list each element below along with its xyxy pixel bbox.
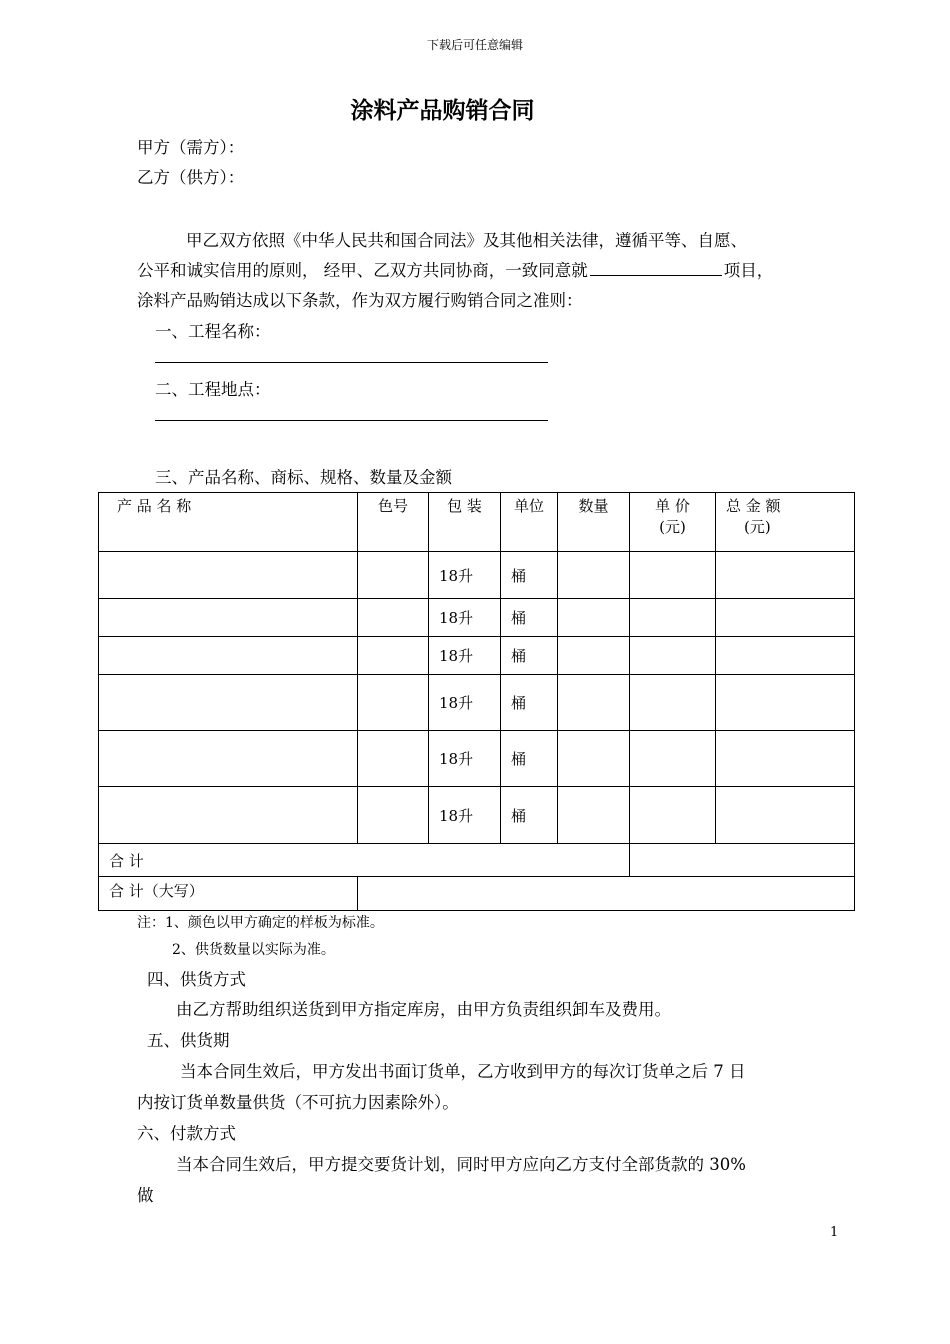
table-row — [99, 731, 855, 787]
project-location-line — [155, 420, 548, 421]
row-package: 18升 — [429, 675, 501, 731]
section-6-title: 六、付款方式 — [137, 1124, 236, 1143]
row-unit: 桶 — [501, 599, 558, 637]
table-row — [99, 787, 855, 844]
section-2-label: 二、工程地点： — [155, 380, 271, 399]
header-unit: 单位 — [501, 493, 558, 552]
table-row — [99, 675, 855, 731]
row-package: 18升 — [429, 731, 501, 787]
header-unit-price-line1: 单 价 — [655, 497, 690, 515]
table-row — [99, 552, 855, 599]
note-1: 注：1、颜色以甲方确定的样板为标准。 — [137, 915, 384, 931]
project-name-line — [155, 362, 548, 363]
row-unit: 桶 — [501, 787, 558, 844]
page-number: 1 — [830, 1225, 839, 1240]
section-5-body-2: 内按订货单数量供货（不可抗力因素除外）。 — [137, 1093, 459, 1112]
section-4-title: 四、供货方式 — [147, 970, 246, 989]
row-unit: 桶 — [501, 731, 558, 787]
sum-caps-value — [358, 877, 855, 911]
section-5-title: 五、供货期 — [147, 1031, 230, 1050]
intro-line-1: 甲乙双方依照《中华人民共和国合同法》及其他相关法律，遵循平等、自愿、 — [186, 231, 747, 250]
row-unit: 桶 — [501, 637, 558, 675]
header-unit-price-line2: (元) — [659, 518, 686, 536]
section-1-label: 一、工程名称： — [155, 322, 271, 341]
sum-row — [99, 844, 855, 877]
header-quantity: 数量 — [558, 493, 630, 552]
row-package: 18升 — [429, 787, 501, 844]
sum-label: 合 计 — [99, 844, 630, 877]
header-total-line1: 总 金 额 — [726, 497, 781, 515]
intro-line-2a: 公平和诚实信用的原则， 经甲、乙双方共同协商，一致同意就 — [137, 261, 588, 280]
intro-line-2 — [137, 257, 773, 281]
row-package: 18升 — [429, 637, 501, 675]
header-total-line2: (元) — [744, 518, 771, 536]
party-b-label: 乙方（供方）： — [137, 168, 245, 187]
note-2: 2、供货数量以实际为准。 — [172, 942, 335, 958]
sum-caps-row — [99, 877, 855, 911]
intro-line-2b: 项目， — [723, 261, 774, 280]
product-table — [98, 492, 855, 911]
header-total-amount — [716, 493, 855, 552]
header-product-name: 产 品 名 称 — [99, 493, 358, 552]
section-4-body: 由乙方帮助组织送货到甲方指定库房，由甲方负责组织卸车及费用。 — [176, 1000, 671, 1019]
row-unit: 桶 — [501, 552, 558, 599]
section-5-body-1: 当本合同生效后，甲方发出书面订货单，乙方收到甲方的每次订货单之后 7 日 — [180, 1062, 746, 1081]
table-row — [99, 637, 855, 675]
row-unit: 桶 — [501, 675, 558, 731]
table-row — [99, 599, 855, 637]
contract-title: 涂料产品购销合同 — [350, 98, 535, 124]
row-package: 18升 — [429, 599, 501, 637]
header-note: 下载后可任意编辑 — [426, 38, 523, 52]
project-blank — [590, 261, 722, 276]
header-package: 包 装 — [429, 493, 501, 552]
header-unit-price — [630, 493, 716, 552]
table-header-row — [99, 493, 855, 552]
intro-line-3: 涂料产品购销达成以下条款，作为双方履行购销合同之准则： — [137, 291, 583, 310]
sum-value — [630, 844, 855, 877]
section-3-label: 三、产品名称、商标、规格、数量及金额 — [155, 468, 452, 487]
section-6-body-2: 做 — [137, 1186, 154, 1205]
row-package: 18升 — [429, 552, 501, 599]
header-color: 色号 — [358, 493, 429, 552]
party-a-label: 甲方（需方）： — [137, 138, 245, 157]
section-6-body-1: 当本合同生效后，甲方提交要货计划，同时甲方应向乙方支付全部货款的 30% — [176, 1155, 746, 1174]
sum-caps-label: 合 计（大写） — [99, 877, 358, 911]
